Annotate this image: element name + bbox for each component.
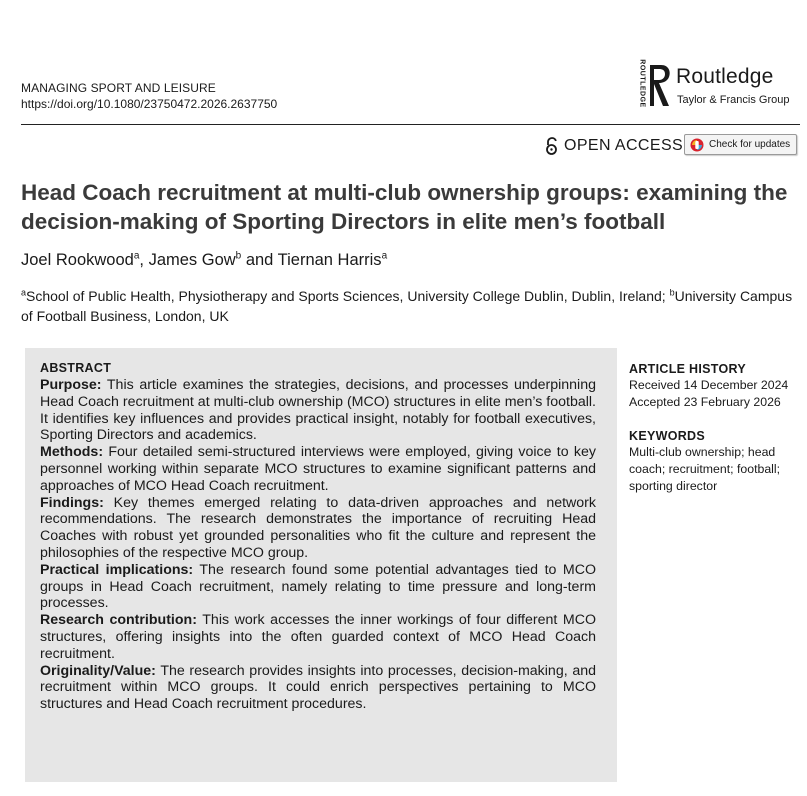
author-name[interactable]: James Gow (148, 251, 236, 269)
open-lock-icon (545, 137, 558, 155)
publisher-group: Taylor & Francis Group (677, 94, 790, 106)
abstract-section-label: Originality/Value: (40, 662, 156, 679)
author-affiliation-mark: b (235, 250, 242, 262)
header-divider (21, 124, 800, 125)
routledge-r-icon (647, 62, 673, 110)
article-history (629, 361, 804, 411)
affiliation-mark: a (21, 287, 27, 298)
journal-name: MANAGING SPORT AND LEISURE (21, 81, 216, 95)
article-title: Head Coach recruitment at multi-club ownership groups: examining the decision-making of Sporting Directors in elite men’s football (21, 180, 788, 234)
author-name[interactable]: Tiernan Harris (277, 251, 382, 269)
abstract-section-label: Practical implications: (40, 561, 194, 578)
check-for-updates-button[interactable] (684, 134, 797, 155)
crossmark-icon (690, 138, 704, 152)
abstract-section: Originality/Value: The research provides insights into processes, decision-making, and recruitment within MCO groups. It could enrich perspectives pertaining to MCO structures and Head Coach recruitment procedures. (40, 662, 596, 713)
open-access-badge (545, 137, 683, 155)
article-history-heading: ARTICLE HISTORY (629, 362, 747, 376)
abstract-body (40, 377, 596, 713)
abstract-section-label: Methods: (40, 444, 104, 461)
received-date: Received 14 December 2024 (629, 378, 789, 392)
abstract-section-label: Purpose: (40, 377, 102, 393)
publisher-vertical-text: ROUTLEDGE (638, 59, 646, 108)
author-list: Joel Rookwood$^a$, James Gow$^b$ and Tiernan Harris$^a$ (21, 250, 388, 269)
affiliation-mark: b (669, 287, 675, 298)
affiliations (21, 286, 801, 326)
abstract-section: Methods: Four detailed semi-structured interviews were employed, giving voice to key personnel working within separate MCO structures to examine significant patterns and approaches of MCO Head Coach recruitment. (40, 444, 596, 494)
keywords-heading: KEYWORDS (629, 429, 706, 443)
affiliation-text: University Campus of Football Business, London, UK (21, 288, 793, 324)
publisher-name: Routledge (676, 65, 774, 88)
publisher-logo (634, 60, 800, 112)
keywords-text: Multi-club ownership; head coach; recruitment; football; sporting director (629, 445, 781, 493)
keywords (629, 428, 804, 495)
author-name[interactable]: Joel Rookwood (21, 251, 134, 269)
doi-link[interactable]: https://doi.org/10.1080/23750472.2026.2637750 (21, 97, 278, 111)
open-access-label: OPEN ACCESS (564, 137, 684, 154)
abstract-section-label: Findings: (40, 494, 104, 511)
abstract-section: Findings: Key themes emerged relating to data-driven approaches and network recommendations. The research demonstrates the importance of recruiting Head Coaches with robust yet grounded personalities who fit the culture and represent the philosophies of the respective MCO group. (40, 494, 596, 561)
check-for-updates-label: Check for updates (709, 139, 791, 150)
abstract-section: Purpose: This article examines the strategies, decisions, and processes underpinning Head Coach recruitment at multi-club ownership (MCO) structures in elite men’s football. It identifies key influences and provides practical insight, notably for football executives, Sporting Directors and academics. (40, 377, 596, 444)
abstract-section: Practical implications: The research found some potential advantages tied to MCO groups in Head Coach recruitment, namely relating to time pressure and long-term processes. (40, 561, 596, 612)
affiliation-text: School of Public Health, Physiotherapy and Sports Sciences, University College Dublin, Dublin, Ireland; (26, 288, 670, 304)
accepted-date: Accepted 23 February 2026 (629, 395, 781, 409)
journal-header (21, 80, 277, 112)
abstract-section-label: Research contribution: (40, 612, 197, 629)
abstract-heading: ABSTRACT (40, 361, 112, 375)
author-affiliation-mark: a (133, 250, 140, 262)
author-affiliation-mark: a (381, 250, 388, 262)
abstract-section: Research contribution: This work accesses the inner workings of four different MCO structures, offering insights into the often guarded context of MCO Head Coach recruitment. (40, 612, 596, 662)
